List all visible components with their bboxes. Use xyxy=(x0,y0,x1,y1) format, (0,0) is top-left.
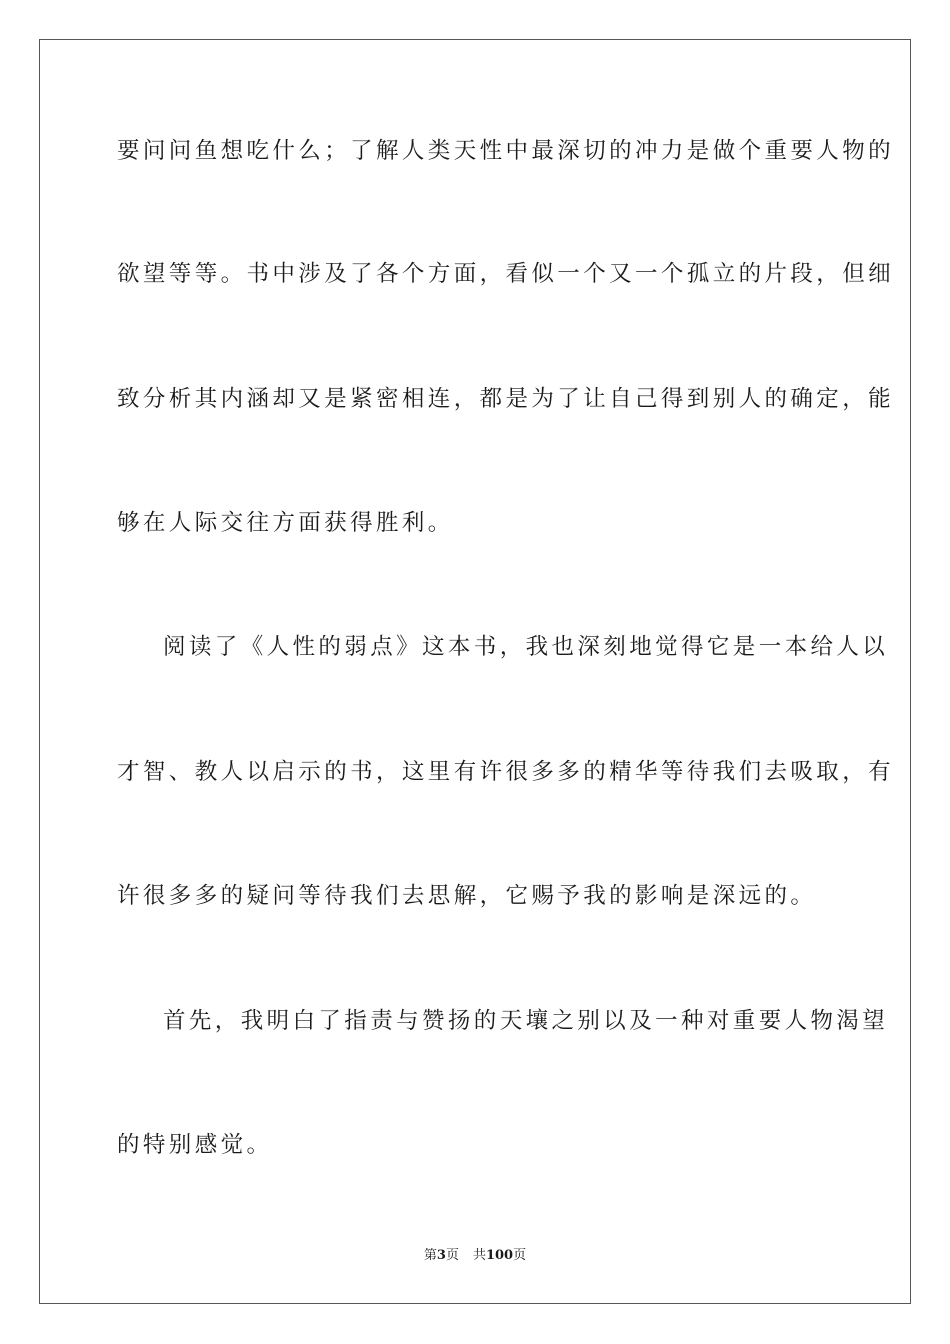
total-suffix: 页 xyxy=(513,1248,527,1263)
paragraph-3-line-2: 的特别感觉。 xyxy=(117,1132,273,1158)
paragraph-2-line-1: 阅读了《人性的弱点》这本书，我也深刻地觉得它是一本给人以 xyxy=(163,634,889,660)
paragraph-3-line-1: 首先，我明白了指责与赞扬的天壤之别以及一种对重要人物渴望 xyxy=(163,1008,889,1034)
current-page-number: 3 xyxy=(436,1248,446,1263)
total-pages: 100 xyxy=(485,1248,514,1263)
page-footer xyxy=(0,1247,950,1265)
page-border xyxy=(39,39,911,1304)
total-prefix: 共 xyxy=(472,1248,486,1263)
body-line-4: 够在人际交往方面获得胜利。 xyxy=(117,510,454,536)
page-prefix: 第 xyxy=(423,1248,437,1263)
page-suffix: 页 xyxy=(445,1248,459,1263)
body-line-2: 欲望等等。书中涉及了各个方面，看似一个又一个孤立的片段，但细 xyxy=(117,261,895,287)
body-line-3: 致分析其内涵却又是紧密相连，都是为了让自己得到别人的确定，能 xyxy=(117,386,895,412)
paragraph-2-line-2: 才智、教人以启示的书，这里有许很多多的精华等待我们去吸取，有 xyxy=(117,759,895,785)
paragraph-2-line-3: 许很多多的疑问等待我们去思解，它赐予我的影响是深远的。 xyxy=(117,883,817,909)
body-line-1: 要问问鱼想吃什么；了解人类天性中最深切的冲力是做个重要人物的 xyxy=(117,138,895,164)
